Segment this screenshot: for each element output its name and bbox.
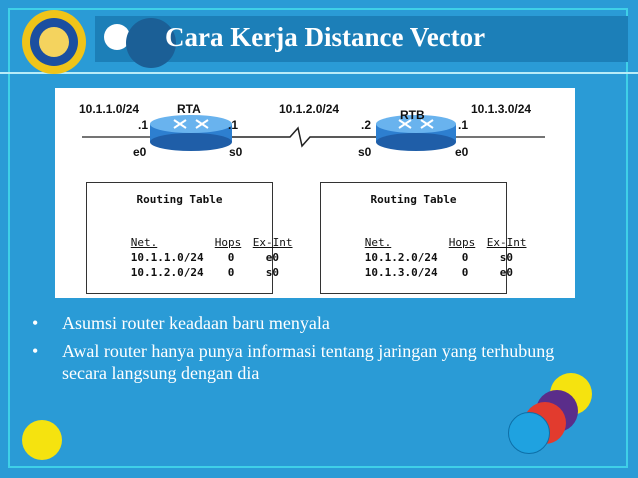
col-header-net: Net. (130, 236, 158, 249)
col-header-hops: Hops (214, 236, 242, 249)
rta-right-interface: s0 (229, 145, 243, 159)
table-row (325, 253, 513, 292)
routing-table-rta (86, 182, 293, 294)
bullet-item (28, 340, 588, 384)
network-label-1: 10.1.1.0/24 (79, 102, 140, 116)
table-row (91, 253, 279, 292)
rta-right-ip: .1 (228, 118, 239, 132)
decor-circle-yellow-left (22, 420, 62, 460)
router-name-rta: RTA (177, 102, 201, 116)
rtb-right-ip: .1 (458, 118, 469, 132)
rtb-left-interface: s0 (358, 145, 372, 159)
cell-hops: 0 (227, 266, 235, 279)
cell-net: 10.1.2.0/24 (364, 251, 438, 264)
col-header-net: Net. (364, 236, 392, 249)
cell-exint: s0 (265, 266, 279, 279)
cell-exint: e0 (265, 251, 279, 264)
routing-table-title: Routing Table (136, 193, 223, 206)
router-name-rtb: RTB (400, 108, 425, 122)
cell-exint: e0 (499, 266, 513, 279)
decor-circle-cyan (508, 412, 550, 454)
col-header-exint: Ex-Int (486, 236, 527, 249)
rta-left-ip: .1 (138, 118, 149, 132)
col-header-hops: Hops (448, 236, 476, 249)
cell-exint: s0 (499, 251, 513, 264)
cell-hops: 0 (461, 251, 469, 264)
rtb-left-ip: .2 (361, 118, 372, 132)
slide-title: Cara Kerja Distance Vector (165, 22, 486, 52)
serial-link (232, 128, 376, 146)
cell-hops: 0 (461, 266, 469, 279)
bullet-text: Asumsi router keadaan baru menyala (62, 313, 330, 333)
cell-net: 10.1.2.0/24 (130, 266, 204, 279)
bullet-list (28, 312, 588, 390)
network-label-2: 10.1.2.0/24 (279, 102, 340, 116)
bullet-dot-icon: • (32, 341, 39, 361)
rtb-right-interface: e0 (455, 145, 469, 159)
cell-net: 10.1.3.0/24 (364, 266, 438, 279)
routing-table-title: Routing Table (370, 193, 457, 206)
bullet-item (28, 312, 588, 334)
rta-left-interface: e0 (133, 145, 147, 159)
router-icon-rta (150, 115, 232, 151)
cell-hops: 0 (227, 251, 235, 264)
col-header-exint: Ex-Int (252, 236, 293, 249)
cell-net: 10.1.1.0/24 (130, 251, 204, 264)
network-label-3: 10.1.3.0/24 (471, 102, 532, 116)
bullet-text: Awal router hanya punya informasi tentang jaringan yang terhubung secara langsung dengan dia (62, 341, 555, 383)
routing-table-rtb (320, 182, 527, 294)
bullet-dot-icon: • (32, 313, 39, 333)
